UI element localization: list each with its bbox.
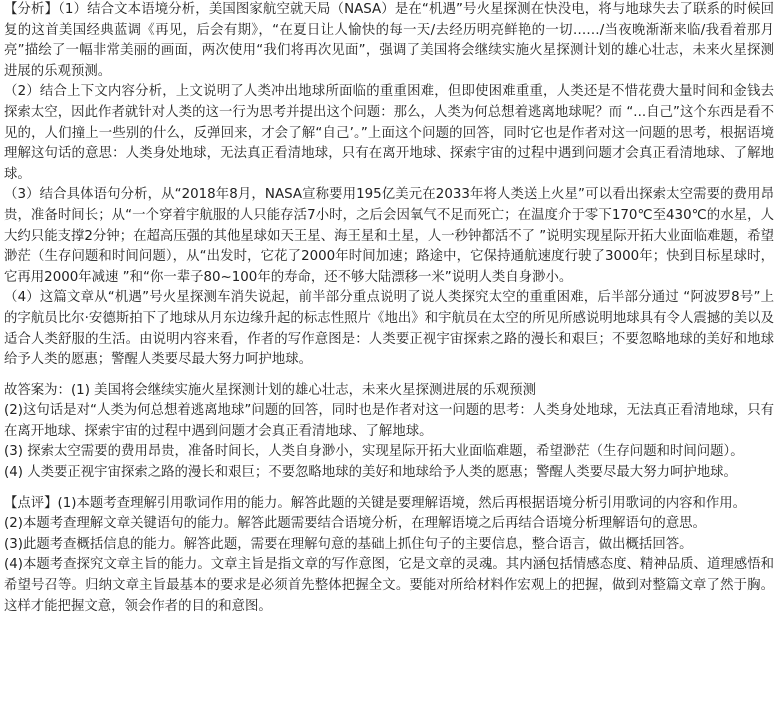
- answer-part-4: (4) 人类要正视宇宙探索之路的漫长和艰巨；不要忽略地球的美好和地球给予人类的愿惠；警醒人类要尽最大努力呵护地球。: [4, 465, 737, 481]
- comment-section: [4, 494, 774, 618]
- comment-part-1: 【点评】(1)本题考查理解引用歌词作用的能力。解答此题的关键是要理解语境，然后再根据语境分析引用歌词的内容和作用。: [4, 495, 747, 511]
- analysis-part-4: （4）这篇文章从“机遇”号火星探测车消失说起，前半部分重点说明了说人类探究太空的重重困难，后半部分通过 “阿波罗8号”上的字航员比尔·安德斯拍下了地球从月东边缘升起的标志性照片《地出》和宇航员在太空的所见所感说明地球具有令人震撼的美以及适合人类舒服的生活。由说明内容来看，作者的写作意图是：人类要正视宇宙探索之路的漫长和艰巨；不要忽略地球的美好和地球给予人类的愿惠；警醒人类要尽最大努力呵护地球。: [4, 290, 774, 368]
- answer-section: [4, 381, 774, 484]
- analysis-section: [4, 0, 774, 371]
- analysis-part-2: （2）结合上下文内容分析，上文说明了人类冲出地球所面临的重重困难，但即使困难重重，人类还是不惜花费大量时间和金钱去探索太空，因此作者就针对人类的这一行为思考并提出这个问题：那么，人类为何总想着逃离地球呢？而 “...自己”这个东西是看不见的，人们撞上一些别的什么，反弹回来，才会了解“自己’。”上面这个问题的回答，同时它也是作者对这一问题的思考，根据语境理解这句话的意思：人类身处地球，无法真正看清地球，只有在离开地球、探索宇宙的过程中遇到问题才会真正看清地球、了解地球。: [4, 84, 774, 182]
- analysis-part-3: （3）结合具体语句分析，从“2018年8月，NASA宣称要用195亿美元在2033年将人类送上火星”可以看出探索太空需要的费用昂贵，准备时间长；从“一个穿着宇航服的人只能存活7小时，之后会因氧气不足而死亡；在温度介于零下170℃至430℃的水星，人大约只能支撑2分钟；在超高压强的其他星球如天王星、海王星和土星，人一秒钟都活不了 ”说明实现星际开拓大业面临难题，希望渺茫（生存问题和时间问题），从“出发时，它花了2000年时间加速；路途中，它保持通航速度行驶了3000年；快到目标星球时，它再用2000年减速 ”和“你一辈子80~100年的寿命，还不够大陆漂移一米”说明人类自身渺小。: [4, 187, 774, 285]
- analysis-part-1: 【分析】（1）结合文本语境分析，美国图家航空就天局（NASA）是在“机遇”号火星探测在快没电，将与地球失去了联系的时候回复的这首美国经典蓝调《再见，后会有期》，“在夏日让人愉快的每一天/去经历明亮鲜艳的一切……/当夜晚渐渐来临/我看着那月亮”描绘了一幅非常美丽的画面，两次使用“我们将再次见面”，强调了美国将会继续实施火星探测计划的雄心壮志，未来火星探测进展的乐观预测。: [4, 2, 774, 79]
- comment-part-3: (3)此题考查概括信息的能力。解答此题，需要在理解句意的基础上抓住句子的主要信息，整合语言，做出概括回答。: [4, 536, 693, 552]
- comment-part-4: (4)本题考查探究文章主旨的能力。文章主旨是指文章的写作意图，它是文章的灵魂。其内涵包括情感态度、精神品质、道理感悟和希望号召等。归纳文章主旨最基本的要求是必须首先整体把握全文。要能对所给材料作宏观上的把握，做到对整篇文章了然于胸。这样才能把握文意，领会作者的目的和意图。: [4, 557, 774, 614]
- comment-part-2: (2)本题考查理解文章关键语句的能力。解答此题需要结合语境分析，在理解语境之后再结合语境分析理解语句的意思。: [4, 516, 706, 532]
- answer-part-1: 故答案为：(1) 美国将会继续实施火星探测计划的雄心壮志，未来火星探测进展的乐观预测: [4, 382, 537, 398]
- answer-part-3: (3) 探索太空需要的费用昂贵，准备时间长，人类自身渺小，实现星际开拓大业面临难题，希望渺茫（生存问题和时间问题）。: [4, 444, 744, 460]
- answer-part-2: (2)这句话是对“人类为何总想着逃离地球”问题的回答，同时也是作者对这一问题的思考：人类身处地球，无法真正看清地球，只有在离开地球、探索宇宙的过程中遇到问题才会真正看清地球、了解地球。: [4, 403, 774, 439]
